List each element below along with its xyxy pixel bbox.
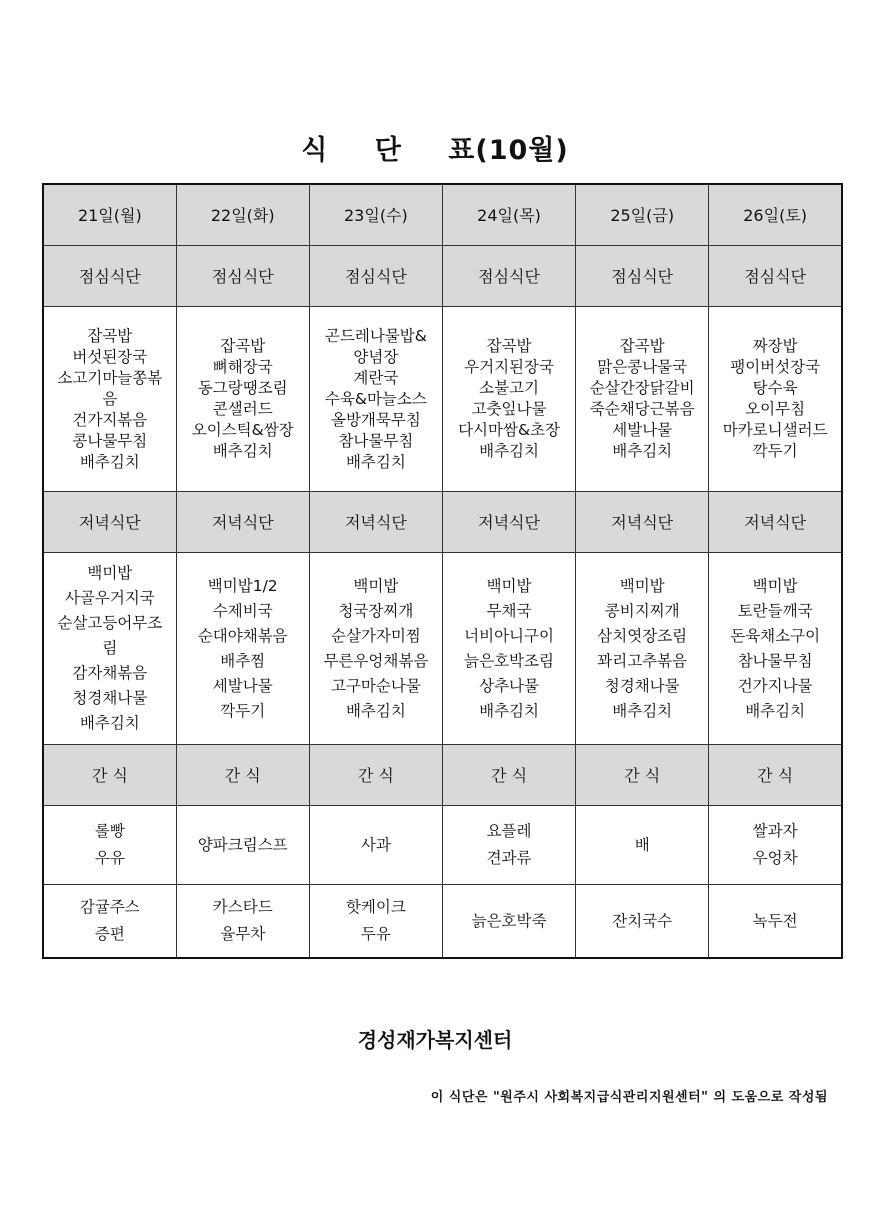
page-title (0, 128, 870, 167)
menu-item: 녹두전 (752, 911, 798, 930)
menu-item: 백미밥 (619, 576, 665, 595)
snack-label-row (43, 745, 842, 806)
snack-row-1-cell (576, 806, 709, 885)
menu-item: 무채국 (486, 601, 532, 620)
menu-item: 늙은호박조림 (464, 651, 554, 670)
date-header-row-cell: 22일(화) (176, 184, 309, 246)
menu-item: 양념장 (353, 347, 399, 366)
lunch-label-row-cell: 점심식단 (709, 246, 842, 307)
lunch-menu-row (43, 307, 842, 492)
dinner-label-row-cell: 저녁식단 (309, 492, 442, 553)
snack-label-row-cell: 간 식 (576, 745, 709, 806)
date-header-row-cell: 23일(수) (309, 184, 442, 246)
menu-item: 핫케이크 (345, 898, 406, 916)
menu-item: 배추김치 (212, 442, 273, 460)
menu-item: 견과류 (486, 849, 532, 867)
menu-item: 잔치국수 (612, 911, 673, 930)
menu-item: 카스타드 (212, 898, 273, 916)
snack-row-1-cell (309, 806, 442, 885)
menu-item: 무른우엉채볶음 (323, 651, 429, 670)
menu-item: 음 (102, 389, 118, 408)
menu-item: 율무차 (220, 925, 266, 943)
menu-item: 고구마순나물 (330, 676, 421, 695)
menu-item: 건가지볶음 (72, 410, 148, 429)
date-header-row-cell: 21일(월) (43, 184, 176, 246)
menu-item: 꽈리고추볶음 (597, 651, 688, 670)
snack-label-row-cell: 간 식 (309, 745, 442, 806)
lunch-label-row (43, 246, 842, 307)
menu-item: 배추김치 (612, 442, 673, 460)
menu-item: 백미밥1/2 (207, 576, 278, 595)
menu-item: 배추김치 (745, 701, 806, 720)
dinner-menu-row-cell (442, 553, 575, 745)
snack-row-1-cell (43, 806, 176, 885)
menu-item: 요플레 (486, 822, 532, 840)
menu-item: 상추나물 (479, 676, 539, 695)
menu-item: 죽순채당근볶음 (589, 400, 695, 418)
snack-label-row-cell: 간 식 (709, 745, 842, 806)
dinner-label-row-cell: 저녁식단 (709, 492, 842, 553)
menu-item: 감자채볶음 (72, 664, 148, 682)
menu-item: 잡곡밥 (486, 337, 532, 355)
footnote: 이 식단은 "원주시 사회복지급식관리지원센터" 의 도움으로 작성됨 (430, 1090, 828, 1105)
snack-label-row-cell: 간 식 (442, 745, 575, 806)
menu-item: 참나물무침 (338, 431, 414, 450)
snack-row-2-cell (709, 885, 842, 959)
menu-item: 우거지된장국 (464, 358, 554, 376)
meal-plan-table (42, 183, 843, 959)
menu-item: 버섯된장국 (72, 347, 148, 366)
date-header-row-cell: 26일(토) (709, 184, 842, 246)
snack-row-1 (43, 806, 842, 885)
lunch-label-row-cell: 점심식단 (43, 246, 176, 307)
menu-item: 짜장밥 (752, 337, 798, 355)
dinner-menu-row-cell (43, 553, 176, 745)
lunch-menu-row-cell (309, 307, 442, 492)
dinner-menu-row-cell (709, 553, 842, 745)
menu-item: 롤빵 (94, 822, 125, 840)
menu-item: 세발나물 (612, 421, 673, 439)
menu-item: 마카로니샐러드 (722, 421, 828, 439)
snack-row-2-cell (176, 885, 309, 959)
menu-item: 잡곡밥 (619, 337, 665, 355)
snack-row-2-cell (43, 885, 176, 959)
menu-item: 우유 (94, 849, 125, 867)
dinner-menu-row-cell (309, 553, 442, 745)
menu-item: 계란국 (353, 368, 399, 387)
lunch-menu-row-cell (576, 307, 709, 492)
menu-item: 콩비지찌개 (604, 601, 680, 620)
lunch-label-row-cell: 점심식단 (176, 246, 309, 307)
snack-row-2-cell (576, 885, 709, 959)
menu-item: 맑은콩나물국 (597, 358, 688, 376)
date-header-row-cell: 24일(목) (442, 184, 575, 246)
lunch-menu-row-cell (176, 307, 309, 492)
menu-item: 배추김치 (345, 701, 406, 720)
menu-item: 감귤주스 (79, 898, 140, 916)
menu-item: 순살간장닭갈비 (589, 379, 695, 397)
lunch-label-row-cell: 점심식단 (442, 246, 575, 307)
title-part-1: 식 (301, 135, 329, 166)
date-header-row (43, 184, 842, 246)
menu-item: 배 (634, 835, 650, 854)
menu-item: 깍두기 (220, 701, 266, 720)
menu-item: 토란들깨국 (737, 601, 813, 620)
snack-row-2-cell (309, 885, 442, 959)
menu-item: 백미밥 (752, 576, 798, 595)
snack-row-2 (43, 885, 842, 959)
menu-item: 배추찜 (220, 651, 266, 670)
menu-item: 참나물무침 (737, 651, 813, 670)
menu-item: 배추김치 (79, 452, 140, 471)
menu-item: 돈육채소구이 (730, 626, 821, 645)
menu-item: 순살고등어무조 (57, 614, 163, 632)
center-name: 경성재가복지센터 (357, 1028, 513, 1052)
menu-item: 청경채나물 (72, 689, 148, 707)
dinner-menu-row (43, 553, 842, 745)
snack-row-1-cell (176, 806, 309, 885)
dinner-label-row (43, 492, 842, 553)
menu-item: 올방개묵무침 (330, 410, 421, 429)
menu-item: 양파크림스프 (197, 835, 288, 854)
menu-item: 수제비국 (212, 601, 273, 620)
menu-item: 청국장찌개 (338, 601, 414, 620)
menu-item: 쌀과자 (752, 822, 798, 840)
menu-item: 배추김치 (612, 701, 673, 720)
menu-item: 청경채나물 (604, 676, 680, 695)
menu-item: 깍두기 (752, 442, 798, 460)
lunch-menu-row-cell (43, 307, 176, 492)
menu-item: 소불고기 (479, 379, 539, 397)
menu-item: 탕수육 (752, 379, 798, 397)
menu-item: 사골우거지국 (64, 589, 155, 607)
menu-item: 늙은호박죽 (471, 911, 547, 930)
dinner-menu-row-cell (576, 553, 709, 745)
dinner-label-row-cell: 저녁식단 (576, 492, 709, 553)
menu-item: 소고기마늘쫑볶 (57, 368, 163, 387)
dinner-menu-row-cell (176, 553, 309, 745)
menu-item: 팽이버섯장국 (730, 358, 821, 376)
lunch-label-row-cell: 점심식단 (576, 246, 709, 307)
menu-item: 뼈해장국 (212, 358, 273, 376)
dinner-label-row-cell: 저녁식단 (176, 492, 309, 553)
menu-item: 순살가자미찜 (330, 626, 421, 645)
lunch-label-row-cell: 점심식단 (309, 246, 442, 307)
menu-item: 너비아니구이 (464, 626, 554, 645)
menu-item: 세발나물 (212, 676, 273, 695)
menu-item: 백미밥 (353, 576, 399, 595)
date-header-row-cell: 25일(금) (576, 184, 709, 246)
menu-item: 증편 (94, 925, 125, 943)
menu-item: 백미밥 (486, 576, 532, 595)
menu-item: 삼치엿장조림 (597, 626, 688, 645)
menu-item: 잡곡밥 (220, 337, 266, 355)
menu-item: 곤드레나물밥& (324, 326, 427, 345)
snack-row-2-cell (442, 885, 575, 959)
snack-row-1-cell (442, 806, 575, 885)
menu-item: 다시마쌈&초장 (458, 421, 561, 439)
menu-item: 백미밥 (87, 564, 133, 582)
menu-item: 배추김치 (479, 701, 539, 720)
menu-item: 두유 (360, 925, 391, 943)
snack-label-row-cell: 간 식 (43, 745, 176, 806)
menu-item: 사과 (360, 835, 391, 854)
menu-item: 림 (102, 639, 118, 657)
lunch-menu-row-cell (709, 307, 842, 492)
menu-item: 배추김치 (79, 714, 140, 732)
title-part-2: 단 (374, 135, 402, 166)
menu-item: 콩나물무침 (72, 431, 148, 450)
menu-item: 우엉차 (752, 849, 798, 867)
menu-item: 순대야채볶음 (197, 626, 288, 645)
menu-item: 수육&마늘소스 (324, 389, 427, 408)
lunch-menu-row-cell (442, 307, 575, 492)
dinner-label-row-cell: 저녁식단 (442, 492, 575, 553)
dinner-label-row-cell: 저녁식단 (43, 492, 176, 553)
title-part-3: 표(10월) (448, 135, 569, 166)
menu-item: 오이무침 (745, 400, 806, 418)
menu-item: 잡곡밥 (87, 326, 133, 345)
menu-item: 오이스틱&쌈장 (191, 421, 294, 439)
snack-label-row-cell: 간 식 (176, 745, 309, 806)
menu-item: 동그랑땡조림 (197, 379, 288, 397)
menu-item: 건가지나물 (737, 676, 813, 695)
menu-item: 배추김치 (479, 442, 539, 460)
menu-item: 고춧잎나물 (471, 400, 547, 418)
snack-row-1-cell (709, 806, 842, 885)
menu-item: 배추김치 (345, 452, 406, 471)
menu-item: 콘샐러드 (212, 400, 273, 418)
